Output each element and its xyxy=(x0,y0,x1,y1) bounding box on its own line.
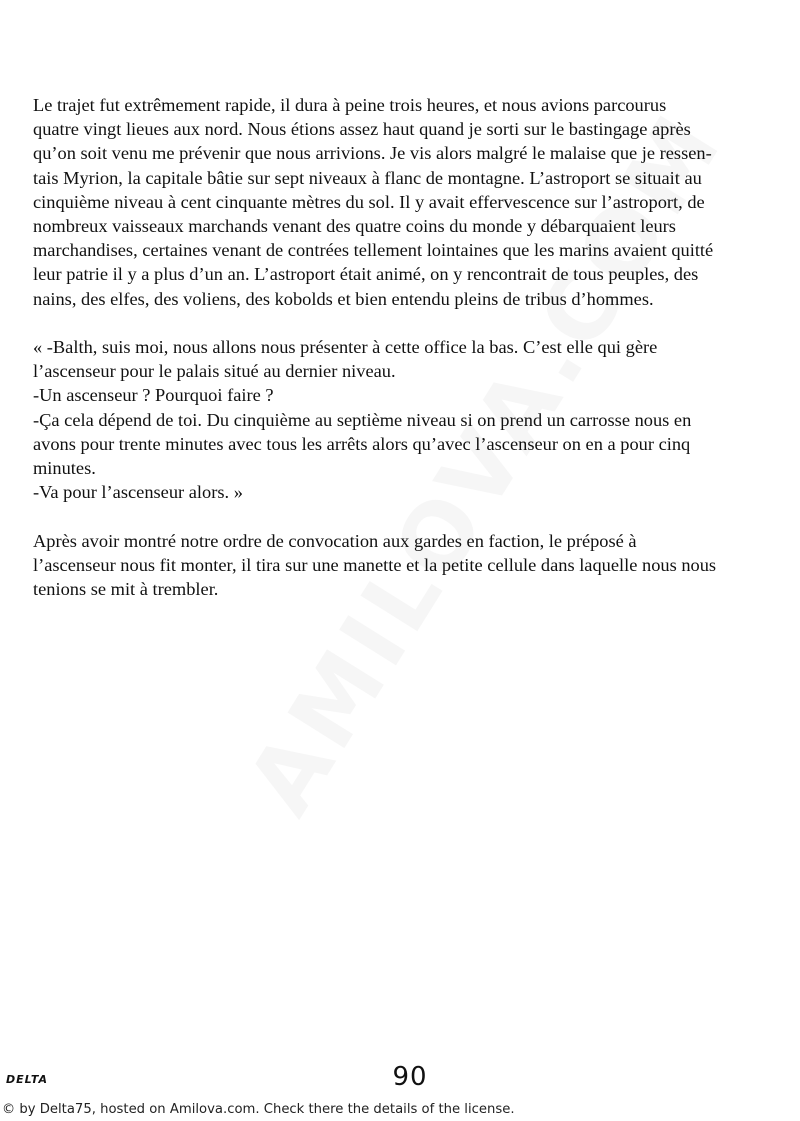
dialogue-line: l’ascenseur pour le palais situé au dernier niveau. xyxy=(33,361,396,382)
text-line: cinquième niveau à cent cinquante mètres du sol. Il y avait effervescence sur l’astroport, de xyxy=(33,191,705,212)
text-line: quatre vingt lieues aux nord. Nous étions assez haut quand je sorti sur le bastingage après xyxy=(33,119,691,140)
text-line: tenions se mit à trembler. xyxy=(33,579,219,600)
narrative-paragraph xyxy=(33,529,781,602)
dialogue-line: « -Balth, suis moi, nous allons nous présenter à cette office la bas. C’est elle qui gère xyxy=(33,337,658,358)
narrative-paragraph xyxy=(33,93,781,311)
text-line: leur patrie il y a plus d’un an. L’astroport était animé, on y rencontrait de tous peuples, des xyxy=(33,264,699,285)
text-line: Le trajet fut extrêmement rapide, il dura à peine trois heures, et nous avions parcourus xyxy=(33,95,667,115)
page-number: 90 xyxy=(392,1062,428,1092)
dialogue-line: avons pour trente minutes avec tous les arrêts alors qu’avec l’ascenseur on en a pour cinq xyxy=(33,433,691,454)
text-line: l’ascenseur nous fit monter, il tira sur une manette et la petite cellule dans laquelle nous nous xyxy=(33,554,717,575)
text-line: tais Myrion, la capitale bâtie sur sept niveaux à flanc de montagne. L’astroport se situait au xyxy=(33,167,702,188)
dialogue-line: -Ça cela dépend de toi. Du cinquième au septième niveau si on prend un carrosse nous en xyxy=(33,409,692,430)
text-line: qu’on soit venu me prévenir que nous arrivions. Je vis alors malgré le malaise que je ressen- xyxy=(33,143,712,164)
text-line: marchandises, certaines venant de contrées tellement lointaines que les marins avaient quitté xyxy=(33,240,714,261)
author-signature: DELTA xyxy=(6,1073,48,1086)
copyright-notice: © by Delta75, hosted on Amilova.com. Check there the details of the license. xyxy=(2,1102,515,1117)
dialogue-line: -Un ascenseur ? Pourquoi faire ? xyxy=(33,385,274,406)
page-text xyxy=(33,93,781,625)
dialogue-block xyxy=(33,335,781,504)
text-line: Après avoir montré notre ordre de convocation aux gardes en faction, le préposé à xyxy=(33,530,637,551)
dialogue-line: -Va pour l’ascenseur alors. » xyxy=(33,482,243,503)
text-line: nains, des elfes, des voliens, des kobolds et bien entendu pleins de tribus d’hommes. xyxy=(33,288,654,309)
text-line: nombreux vaisseaux marchands venant des quatre coins du monde y débarquaient leurs xyxy=(33,216,676,237)
dialogue-line: minutes. xyxy=(33,458,96,479)
